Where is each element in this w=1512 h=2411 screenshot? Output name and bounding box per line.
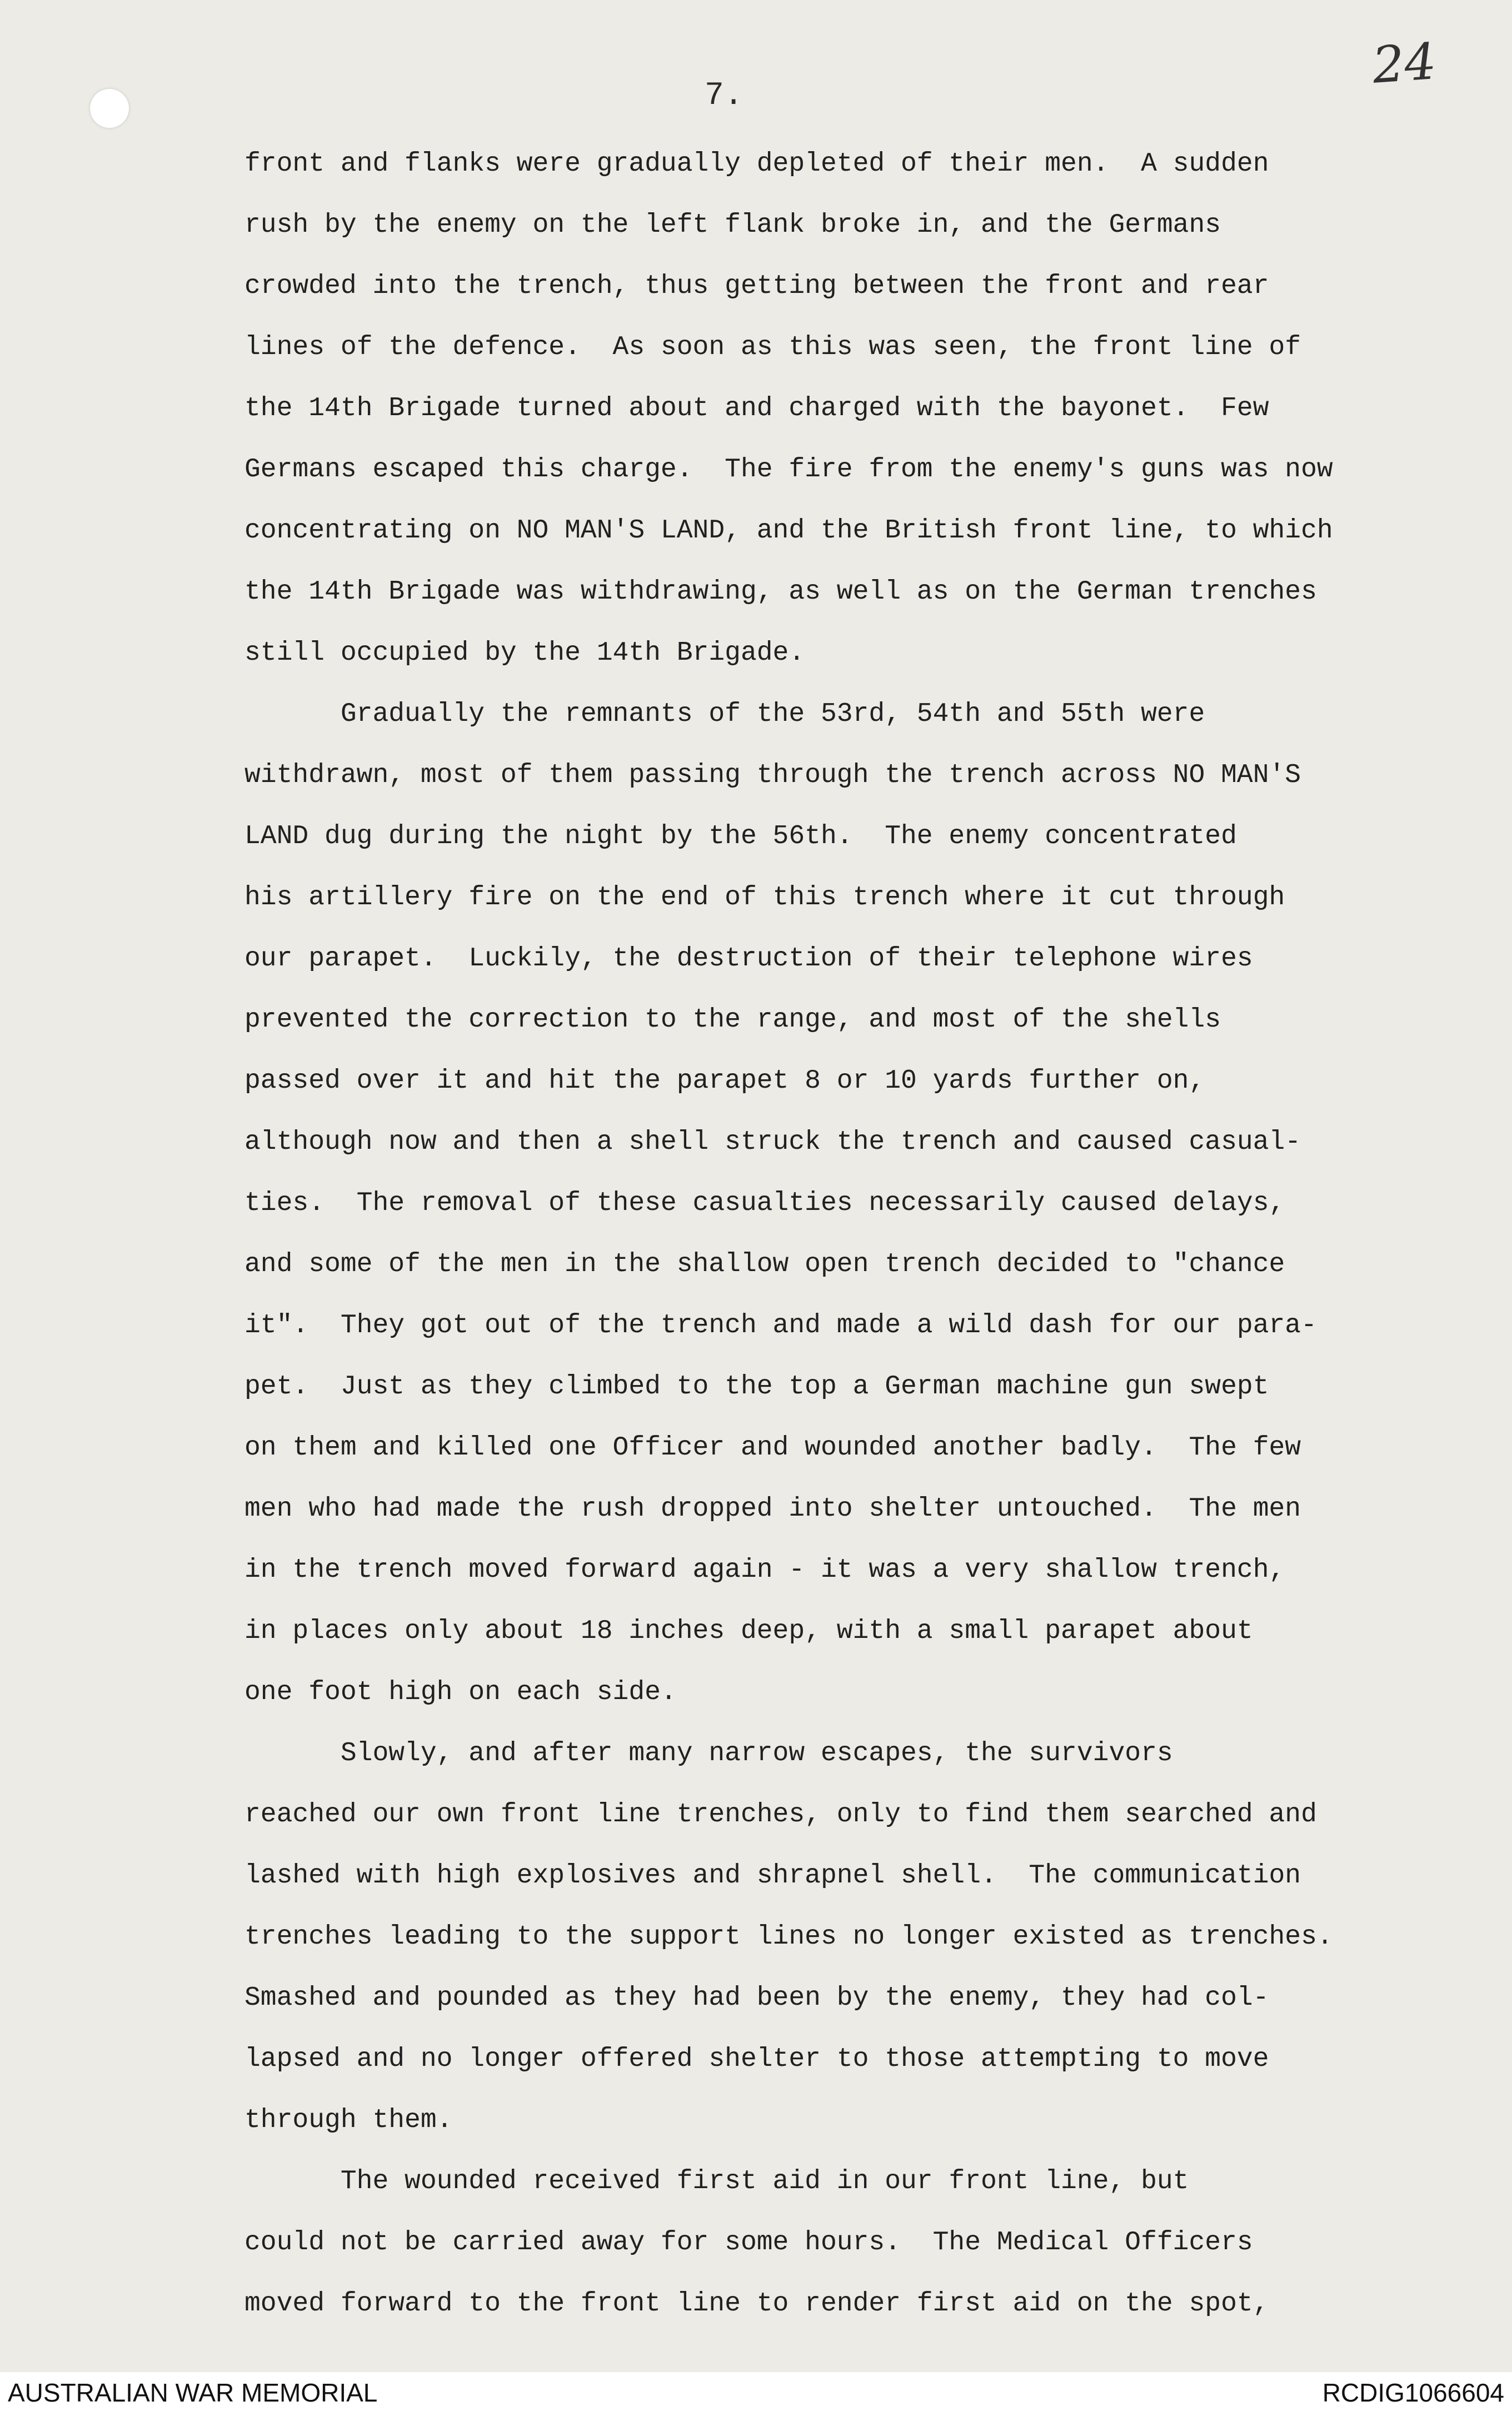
text-line: through them. (244, 2105, 453, 2135)
text-line: moved forward to the front line to render first aid on the spot, (244, 2289, 1269, 2319)
text-line: one foot high on each side. (244, 1677, 677, 1707)
text-line: passed over it and hit the parapet 8 or 10 yards further on, (244, 1066, 1205, 1096)
text-line: lashed with high explosives and shrapnel shell. The communication (244, 1861, 1301, 1891)
paragraph (244, 2151, 1495, 2334)
text-line: Smashed and pounded as they had been by the enemy, they had col- (244, 1983, 1269, 2013)
text-line: the 14th Brigade turned about and charged with the bayonet. Few (244, 393, 1269, 424)
paragraph (244, 133, 1495, 684)
paragraph (244, 1723, 1495, 2151)
text-line: the 14th Brigade was withdrawing, as well as on the German trenches (244, 577, 1317, 607)
punch-hole (90, 89, 129, 128)
text-line: Gradually the remnants of the 53rd, 54th and 55th were (244, 699, 1205, 729)
text-line: trenches leading to the support lines no longer existed as trenches. (244, 1922, 1333, 1952)
text-line: on them and killed one Officer and wounded another badly. The few (244, 1433, 1301, 1463)
page-number: 7. (705, 78, 743, 114)
text-line: still occupied by the 14th Brigade. (244, 638, 805, 668)
text-line: ties. The removal of these casualties necessarily caused delays, (244, 1188, 1285, 1218)
text-line: reached our own front line trenches, only to find them searched and (244, 1800, 1317, 1830)
text-line: it". They got out of the trench and made a wild dash for our para- (244, 1311, 1317, 1341)
text-line: could not be carried away for some hours. The Medical Officers (244, 2228, 1253, 2258)
handwritten-folio-number: 24 (1370, 32, 1439, 95)
text-line: his artillery fire on the end of this trench where it cut through (244, 883, 1285, 913)
text-line: crowded into the trench, thus getting between the front and rear (244, 271, 1269, 301)
text-line: in the trench moved forward again - it was a very shallow trench, (244, 1555, 1285, 1585)
text-line: in places only about 18 inches deep, with a small parapet about (244, 1616, 1253, 1646)
paragraph (244, 684, 1495, 1723)
footer-reference-code: RCDIG1066604 (1322, 2378, 1504, 2407)
document-body (244, 133, 1495, 2334)
text-line: Slowly, and after many narrow escapes, the survivors (244, 1738, 1173, 1769)
text-line: Germans escaped this charge. The fire from the enemy's guns was now (244, 455, 1333, 485)
text-line: our parapet. Luckily, the destruction of their telephone wires (244, 944, 1253, 974)
text-line: concentrating on NO MAN'S LAND, and the British front line, to which (244, 516, 1333, 546)
text-line: and some of the men in the shallow open trench decided to "chance (244, 1249, 1285, 1279)
text-line: rush by the enemy on the left flank broke in, and the Germans (244, 210, 1221, 240)
text-line: withdrawn, most of them passing through the trench across NO MAN'S (244, 760, 1301, 790)
archive-footer (0, 2372, 1512, 2411)
text-line: lapsed and no longer offered shelter to those attempting to move (244, 2044, 1269, 2074)
text-line: men who had made the rush dropped into shelter untouched. The men (244, 1494, 1301, 1524)
text-line: prevented the correction to the range, and most of the shells (244, 1005, 1221, 1035)
text-line: pet. Just as they climbed to the top a German machine gun swept (244, 1372, 1269, 1402)
text-line: front and flanks were gradually depleted of their men. A sudden (244, 149, 1269, 179)
text-line: although now and then a shell struck the trench and caused casual- (244, 1127, 1301, 1157)
text-line: LAND dug during the night by the 56th. The enemy concentrated (244, 821, 1237, 851)
text-line: The wounded received first aid in our front line, but (244, 2166, 1189, 2196)
text-line: lines of the defence. As soon as this was seen, the front line of (244, 332, 1301, 362)
footer-institution: AUSTRALIAN WAR MEMORIAL (8, 2378, 378, 2407)
